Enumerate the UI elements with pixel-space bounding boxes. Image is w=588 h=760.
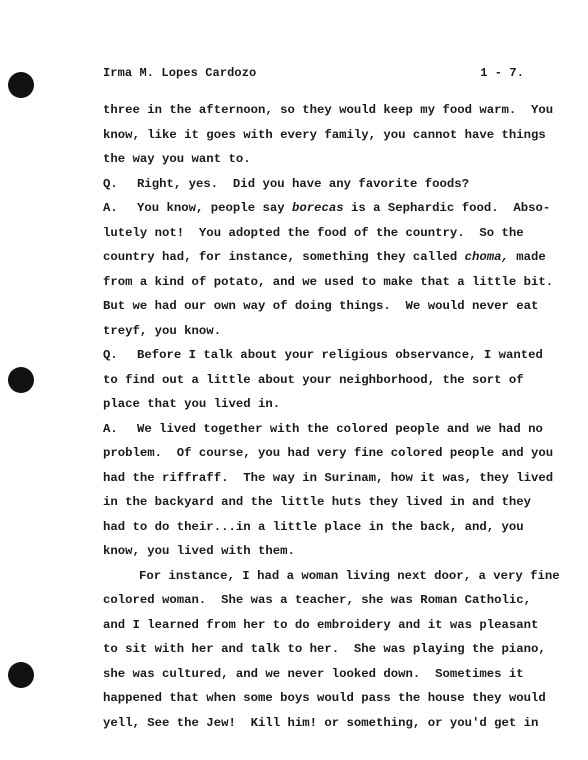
transcript-line: [103, 294, 539, 319]
line-text: to find out a little about your neighborhood, the sort of: [103, 372, 524, 387]
speaker-label: A.: [103, 201, 118, 215]
transcript-line: [103, 686, 546, 711]
line-text: she was cultured, and we never looked down. Sometimes it: [103, 666, 524, 681]
line-text: the way you want to.: [103, 152, 251, 166]
line-text: But we had our own way of doing things. We would never eat: [103, 299, 539, 313]
transcript-line: [103, 564, 560, 589]
transcript-line: [103, 662, 522, 687]
transcript-line: [103, 392, 522, 417]
transcript-line: [103, 319, 522, 344]
transcript-line: [103, 368, 522, 393]
line-text: problem. Of course, you had very fine colored people and you: [103, 446, 554, 460]
transcript-line: [103, 221, 522, 246]
line-text: For instance, I had a woman living next door, a very fine: [139, 568, 560, 583]
line-text: made: [508, 250, 546, 264]
line-text: country had, for instance, something they called: [103, 250, 465, 264]
line-text: yell, See the Jew! Kill him! or something, or you'd get in: [103, 715, 539, 730]
line-text: colored woman. She was a teacher, she was Roman Catholic,: [103, 593, 532, 607]
transcript-body: [103, 98, 560, 735]
punch-hole-middle: [8, 367, 34, 393]
line-text: had to do their...in a little place in the back, and, you: [103, 519, 524, 534]
speaker-label: Q.: [103, 348, 118, 362]
transcript-line: [103, 123, 546, 148]
line-text: lutely not! You adopted the food of the country. So the: [103, 225, 524, 240]
transcript-line: [103, 441, 554, 466]
transcript-line: [103, 98, 554, 123]
line-text: Before I talk about your religious observance, I wanted: [137, 348, 543, 362]
transcript-line: [103, 417, 543, 442]
speaker-label: Q.: [103, 176, 118, 191]
line-text: from a kind of potato, and we used to make that a little bit.: [103, 274, 554, 289]
transcript-line: [103, 245, 546, 270]
line-text: three in the afternoon, so they would keep my food warm. You: [103, 103, 554, 117]
line-text: in the backyard and the little huts they lived in and they: [103, 495, 532, 509]
line-text: We lived together with the colored people and we had no: [137, 421, 543, 436]
line-text: know, you lived with them.: [103, 544, 295, 558]
transcript-line: [103, 343, 543, 368]
transcript-line: [103, 588, 532, 613]
line-text: place that you lived in.: [103, 397, 281, 411]
interviewee-name: Irma M. Lopes Cardozo: [103, 66, 257, 80]
line-text: had the riffraff. The way in Surinam, how it was, they lived: [103, 470, 554, 485]
line-text: Right, yes. Did you have any favorite foods?: [137, 176, 470, 191]
transcript-line: [103, 613, 539, 638]
transcript-line: [103, 539, 522, 564]
transcript-line: [103, 515, 522, 540]
punch-hole-top: [8, 72, 34, 98]
line-text: You know, people say: [137, 201, 292, 215]
punch-hole-bottom: [8, 662, 34, 688]
transcript-line: [103, 466, 554, 491]
transcript-line: [103, 270, 554, 295]
transcript-line: [103, 490, 532, 515]
line-text: to sit with her and talk to her. She was playing the piano,: [103, 642, 546, 656]
transcript-line: [103, 147, 522, 172]
transcript-line: [103, 172, 522, 197]
speaker-label: A.: [103, 421, 118, 436]
italic-term: borecas: [291, 201, 344, 215]
line-text: happened that when some boys would pass the house they would: [103, 691, 546, 705]
line-text: know, like it goes with every family, you cannot have things: [103, 127, 546, 142]
page-number: 1 - 7.: [480, 66, 524, 80]
line-text: treyf, you know.: [103, 323, 222, 338]
line-text: is a Sephardic food. Abso-: [343, 201, 551, 215]
italic-term: choma,: [464, 250, 509, 264]
transcript-line: [103, 196, 551, 221]
transcript-line: [103, 637, 546, 662]
transcript-line: [103, 711, 539, 736]
line-text: and I learned from her to do embroidery and it was pleasant: [103, 617, 539, 632]
